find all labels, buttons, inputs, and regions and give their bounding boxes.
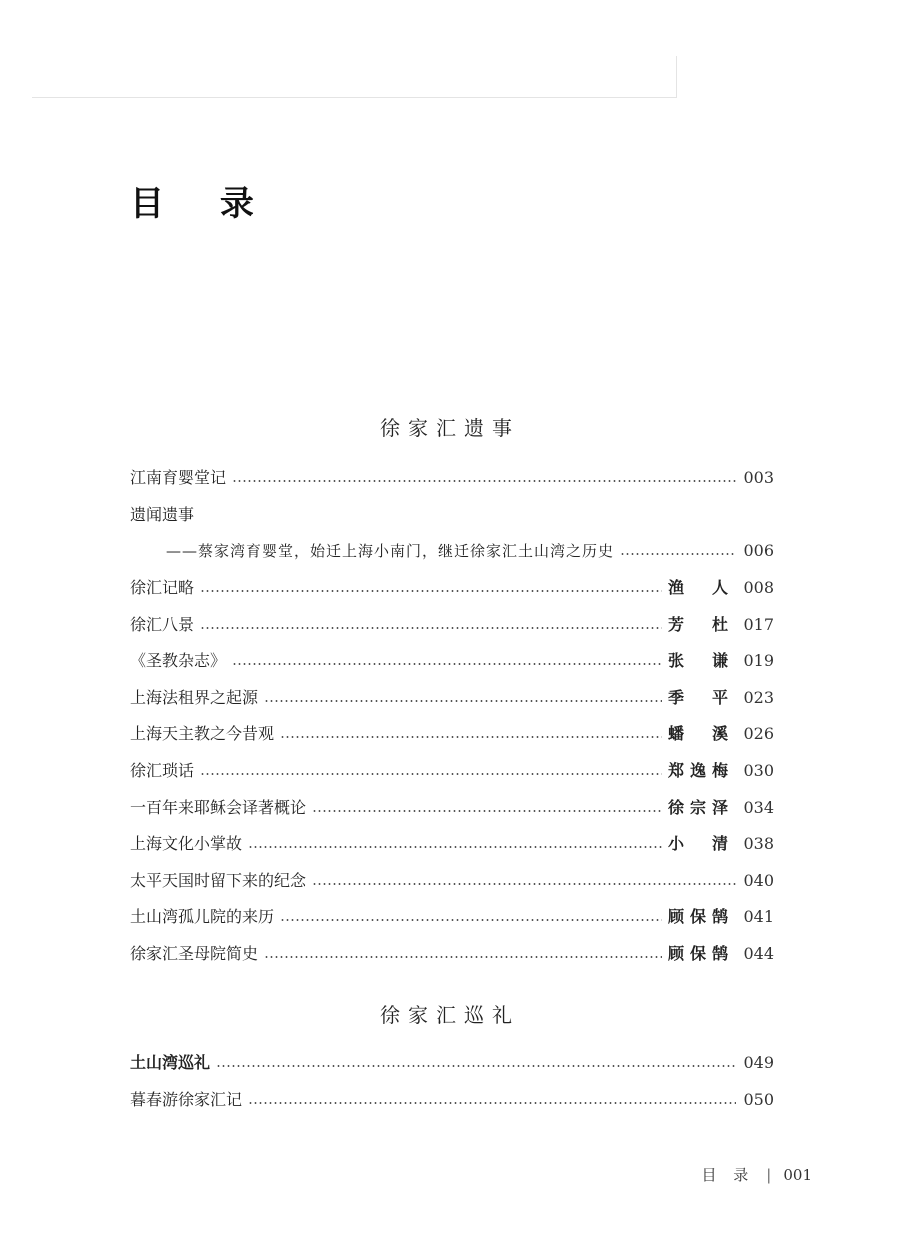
toc-entry[interactable]	[130, 460, 774, 497]
toc-entry-title: ——蔡家湾育婴堂，始迁上海小南门，继迁徐家汇土山湾之历史	[166, 542, 615, 561]
toc-entry-title: 徐家汇圣母院简史	[130, 944, 259, 964]
toc-entry-title: 徐汇八景	[130, 614, 195, 634]
dot-leader	[248, 1102, 736, 1104]
page-title: 目 录	[130, 184, 276, 224]
dot-leader	[264, 700, 662, 702]
toc-entry-page: 019	[743, 651, 774, 671]
dot-leader	[312, 810, 662, 812]
toc-entry-page: 023	[743, 687, 774, 707]
toc-entry-title: 土山湾巡礼	[130, 1053, 211, 1073]
toc-entry[interactable]	[130, 789, 774, 826]
dot-leader	[232, 480, 736, 482]
toc-entry-title: 《圣教杂志》	[130, 651, 227, 671]
toc-entry-title: 一百年来耶稣会译著概论	[130, 797, 307, 817]
toc-entry-author: 蟠 溪	[668, 724, 728, 744]
toc-section-2	[130, 1045, 774, 1118]
header-rule	[32, 97, 676, 98]
dot-leader	[280, 919, 662, 921]
footer-separator: |	[766, 1165, 772, 1184]
toc-entry-page: 006	[743, 541, 774, 561]
dot-leader	[248, 846, 662, 848]
toc-entry[interactable]	[130, 680, 774, 717]
toc-entry-author: 芳 杜	[668, 614, 728, 634]
toc-entry-page: 008	[743, 578, 774, 598]
dot-leader	[216, 1065, 736, 1067]
dot-leader	[312, 883, 736, 885]
toc-entry-page: 050	[743, 1089, 774, 1109]
toc-entry-page: 034	[743, 797, 774, 817]
toc-entry[interactable]	[130, 643, 774, 680]
toc-entry-title: 暮春游徐家汇记	[130, 1089, 243, 1109]
toc-entry-title: 上海法租界之起源	[130, 687, 259, 707]
toc-entry[interactable]	[130, 497, 774, 534]
toc-entry-author: 顾保鹄	[668, 944, 728, 964]
toc-entry-page: 038	[743, 834, 774, 854]
page-footer	[702, 1164, 812, 1185]
toc-entry-title: 遗闻遗事	[130, 504, 195, 524]
dot-leader	[200, 773, 662, 775]
toc-entry-page: 044	[743, 944, 774, 964]
toc-entry-title: 上海天主教之今昔观	[130, 724, 275, 744]
dot-leader	[264, 956, 662, 958]
toc-entry-author: 顾保鹄	[668, 907, 728, 927]
header-vertical-rule	[676, 56, 677, 98]
toc-entry-page: 049	[743, 1053, 774, 1073]
toc-entry[interactable]	[130, 826, 774, 863]
toc-entry-author: 张 谦	[668, 651, 728, 671]
toc-entry-author: 郑逸梅	[668, 761, 728, 781]
toc-entry-title: 江南育婴堂记	[130, 468, 227, 488]
toc-entry-author: 季 平	[668, 687, 728, 707]
toc-entry-author: 徐宗泽	[668, 797, 728, 817]
toc-entry-author: 小 清	[668, 834, 728, 854]
toc-entry[interactable]	[130, 936, 774, 973]
toc-section-1	[130, 460, 774, 972]
toc-entry-page: 041	[743, 907, 774, 927]
toc-entry[interactable]	[130, 899, 774, 936]
toc-entry[interactable]	[130, 570, 774, 607]
footer-page-number: 001	[783, 1165, 812, 1184]
section-heading: 徐家汇巡礼	[380, 1003, 520, 1027]
toc-entry-title: 土山湾孤儿院的来历	[130, 907, 275, 927]
dot-leader	[200, 627, 662, 629]
toc-entry-page: 030	[743, 761, 774, 781]
toc-entry[interactable]	[130, 1082, 774, 1119]
toc-entry[interactable]	[130, 863, 774, 900]
toc-entry-title: 徐汇琐话	[130, 761, 195, 781]
footer-label: 目 录	[701, 1166, 755, 1184]
toc-entry[interactable]	[130, 716, 774, 753]
toc-entry[interactable]	[130, 753, 774, 790]
toc-entry[interactable]	[130, 533, 774, 570]
section-heading: 徐家汇遗事	[380, 416, 520, 440]
toc-entry-page: 040	[743, 870, 774, 890]
toc-entry-page: 017	[743, 614, 774, 634]
toc-entry[interactable]	[130, 1045, 774, 1082]
toc-entry-page: 003	[743, 468, 774, 488]
toc-entry-author: 渔 人	[668, 578, 728, 598]
toc-entry-title: 上海文化小掌故	[130, 834, 243, 854]
toc-entry-page: 026	[743, 724, 774, 744]
dot-leader	[280, 736, 662, 738]
toc-entry[interactable]	[130, 606, 774, 643]
toc-entry-title: 太平天国时留下来的纪念	[130, 870, 307, 890]
dot-leader	[200, 590, 662, 592]
dot-leader	[620, 553, 736, 555]
toc-entry-title: 徐汇记略	[130, 578, 195, 598]
dot-leader	[232, 663, 662, 665]
